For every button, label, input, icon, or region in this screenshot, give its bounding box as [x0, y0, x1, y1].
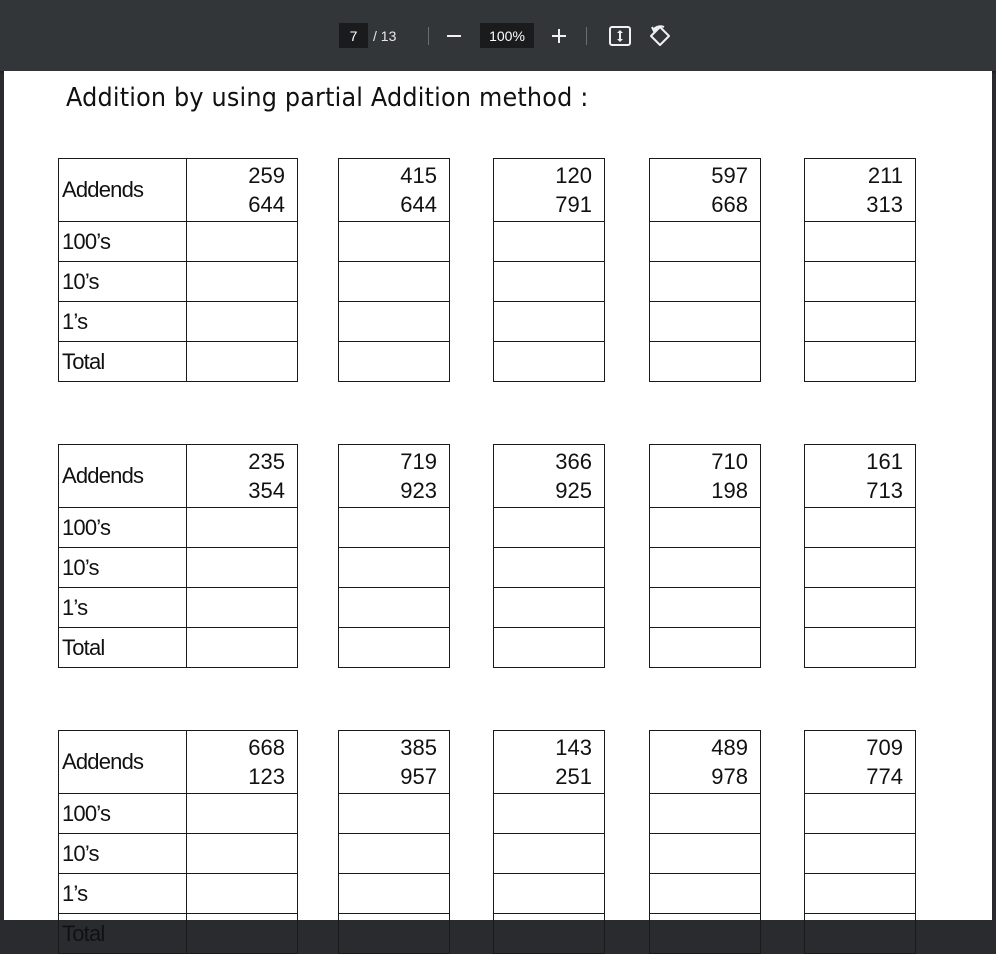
addends-row: [805, 445, 916, 508]
worksheet-title: Addition by using partial Addition method :: [66, 83, 589, 113]
answer-cell: [650, 834, 761, 874]
place-value-row: [339, 588, 450, 628]
answer-cell: [494, 508, 605, 548]
fit-page-button[interactable]: [606, 22, 634, 50]
addends-row: [494, 159, 605, 222]
addend-value: 710: [711, 449, 748, 474]
zoom-out-button[interactable]: [440, 22, 468, 50]
place-value-row: [59, 628, 298, 668]
answer-cell: [650, 222, 761, 262]
addends-row: [339, 731, 450, 794]
place-value-row: [805, 548, 916, 588]
answer-cell: [494, 548, 605, 588]
addends-cell: [494, 445, 605, 508]
answer-cell: [339, 794, 450, 834]
addend-value: 123: [248, 764, 285, 789]
place-value-row: [59, 262, 298, 302]
answer-cell: [805, 508, 916, 548]
place-value-row: [339, 508, 450, 548]
addends-cell: [494, 159, 605, 222]
answer-cell: [339, 588, 450, 628]
toolbar-divider: [586, 27, 587, 45]
addend-value: 354: [248, 478, 285, 503]
place-value-row: [494, 914, 605, 954]
place-value-row: [59, 794, 298, 834]
place-value-row: [59, 834, 298, 874]
answer-cell: [650, 342, 761, 382]
addends-cell: [650, 445, 761, 508]
row-label: 1’s: [59, 588, 187, 628]
answer-cell: [805, 874, 916, 914]
answer-cell: [805, 302, 916, 342]
place-value-row: [650, 628, 761, 668]
answer-cell: [805, 342, 916, 382]
addend-value: 791: [555, 192, 592, 217]
place-value-row: [59, 302, 298, 342]
row-label: 100’s: [59, 794, 187, 834]
answer-cell: [339, 508, 450, 548]
place-value-row: [494, 834, 605, 874]
addends-row: [494, 445, 605, 508]
place-value-row: [650, 342, 761, 382]
row-label: 1’s: [59, 874, 187, 914]
answer-cell: [339, 914, 450, 954]
place-value-row: [650, 874, 761, 914]
addends-row: [339, 159, 450, 222]
answer-cell: [805, 262, 916, 302]
addend-value: 774: [866, 764, 903, 789]
minus-icon: [446, 28, 462, 44]
addition-table: [338, 158, 450, 382]
place-value-row: [805, 302, 916, 342]
page-number-input[interactable]: 7: [339, 23, 368, 48]
addends-cell: [650, 731, 761, 794]
addends-cell: [339, 159, 450, 222]
addends-row: [805, 731, 916, 794]
addends-cell: [805, 445, 916, 508]
row-label: 100’s: [59, 508, 187, 548]
answer-cell: [650, 794, 761, 834]
addends-row: [59, 159, 298, 222]
addend-value: 143: [555, 735, 592, 760]
addition-table: [804, 730, 916, 954]
answer-cell: [650, 302, 761, 342]
addend-value: 597: [711, 163, 748, 188]
addends-row: [650, 731, 761, 794]
row-label: 100’s: [59, 222, 187, 262]
addend-value: 161: [866, 449, 903, 474]
addition-table: [338, 730, 450, 954]
answer-cell: [187, 588, 298, 628]
place-value-row: [494, 222, 605, 262]
addition-table: [338, 444, 450, 668]
page-total: / 13: [373, 28, 397, 44]
addition-table: [58, 444, 298, 668]
row-label: Addends: [59, 731, 187, 794]
addend-value: 668: [711, 192, 748, 217]
answer-cell: [805, 794, 916, 834]
fit-page-icon: [609, 26, 631, 46]
addition-table: [493, 444, 605, 668]
answer-cell: [187, 342, 298, 382]
addend-value: 313: [866, 192, 903, 217]
answer-cell: [187, 914, 298, 954]
place-value-row: [650, 914, 761, 954]
answer-cell: [650, 628, 761, 668]
place-value-row: [805, 874, 916, 914]
answer-cell: [187, 262, 298, 302]
place-value-row: [805, 914, 916, 954]
place-value-row: [805, 222, 916, 262]
answer-cell: [494, 794, 605, 834]
answer-cell: [339, 222, 450, 262]
place-value-row: [805, 508, 916, 548]
place-value-row: [805, 342, 916, 382]
answer-cell: [650, 262, 761, 302]
place-value-row: [339, 794, 450, 834]
place-value-row: [494, 628, 605, 668]
addends-cell: [494, 731, 605, 794]
addend-value: 668: [248, 735, 285, 760]
addends-cell: [187, 445, 298, 508]
pdf-toolbar: [0, 0, 996, 71]
addition-table: [493, 730, 605, 954]
place-value-row: [339, 222, 450, 262]
addend-value: 957: [400, 764, 437, 789]
answer-cell: [187, 628, 298, 668]
answer-cell: [187, 834, 298, 874]
answer-cell: [494, 628, 605, 668]
addend-value: 251: [555, 764, 592, 789]
addends-row: [59, 731, 298, 794]
pdf-page: [4, 71, 992, 946]
addend-value: 385: [400, 735, 437, 760]
row-label: Addends: [59, 159, 187, 222]
addition-table: [58, 730, 298, 954]
place-value-row: [650, 302, 761, 342]
addition-table: [804, 158, 916, 382]
answer-cell: [805, 222, 916, 262]
place-value-row: [650, 834, 761, 874]
answer-cell: [339, 262, 450, 302]
place-value-row: [339, 548, 450, 588]
place-value-row: [650, 262, 761, 302]
row-label: Addends: [59, 445, 187, 508]
rotate-button[interactable]: [646, 22, 674, 50]
addend-value: 366: [555, 449, 592, 474]
addend-value: 925: [555, 478, 592, 503]
answer-cell: [805, 548, 916, 588]
answer-cell: [339, 834, 450, 874]
addends-cell: [805, 731, 916, 794]
addend-value: 198: [711, 478, 748, 503]
addend-value: 709: [866, 735, 903, 760]
answer-cell: [805, 628, 916, 668]
addend-value: 923: [400, 478, 437, 503]
addend-value: 415: [400, 163, 437, 188]
addends-cell: [805, 159, 916, 222]
addend-value: 489: [711, 735, 748, 760]
addend-value: 211: [867, 163, 903, 188]
place-value-row: [494, 342, 605, 382]
addends-row: [494, 731, 605, 794]
answer-cell: [805, 834, 916, 874]
place-value-row: [650, 588, 761, 628]
addend-value: 978: [711, 764, 748, 789]
answer-cell: [187, 302, 298, 342]
place-value-row: [805, 834, 916, 874]
addend-value: 235: [248, 449, 285, 474]
addends-row: [339, 445, 450, 508]
answer-cell: [805, 914, 916, 954]
place-value-row: [494, 588, 605, 628]
answer-cell: [339, 628, 450, 668]
answer-cell: [494, 834, 605, 874]
place-value-row: [339, 628, 450, 668]
answer-cell: [339, 548, 450, 588]
answer-cell: [187, 874, 298, 914]
place-value-row: [494, 794, 605, 834]
answer-cell: [187, 508, 298, 548]
answer-cell: [494, 222, 605, 262]
addition-table: [493, 158, 605, 382]
place-value-row: [339, 262, 450, 302]
answer-cell: [187, 548, 298, 588]
row-label: Total: [59, 914, 187, 954]
place-value-row: [650, 794, 761, 834]
answer-cell: [494, 342, 605, 382]
zoom-level-input[interactable]: 100%: [480, 23, 534, 48]
place-value-row: [339, 302, 450, 342]
answer-cell: [650, 874, 761, 914]
zoom-in-button[interactable]: [545, 22, 573, 50]
answer-cell: [650, 914, 761, 954]
place-value-row: [494, 508, 605, 548]
addend-value: 719: [400, 449, 437, 474]
place-value-row: [59, 508, 298, 548]
answer-cell: [339, 302, 450, 342]
place-value-row: [650, 508, 761, 548]
addend-value: 644: [400, 192, 437, 217]
place-value-row: [494, 874, 605, 914]
addends-cell: [339, 731, 450, 794]
place-value-row: [339, 914, 450, 954]
addition-table: [804, 444, 916, 668]
answer-cell: [187, 222, 298, 262]
place-value-row: [805, 588, 916, 628]
row-label: Total: [59, 342, 187, 382]
place-value-row: [650, 548, 761, 588]
answer-cell: [650, 508, 761, 548]
place-value-row: [494, 262, 605, 302]
addition-table: [649, 444, 761, 668]
place-value-row: [59, 588, 298, 628]
addition-table: [649, 158, 761, 382]
row-label: 10’s: [59, 262, 187, 302]
toolbar-divider: [428, 27, 429, 45]
addends-row: [650, 159, 761, 222]
answer-cell: [187, 794, 298, 834]
rotate-icon: [648, 24, 672, 48]
answer-cell: [494, 874, 605, 914]
place-value-row: [59, 548, 298, 588]
addend-value: 644: [248, 192, 285, 217]
addends-row: [805, 159, 916, 222]
plus-icon: [551, 28, 567, 44]
answer-cell: [494, 914, 605, 954]
place-value-row: [59, 222, 298, 262]
row-label: 1’s: [59, 302, 187, 342]
addends-cell: [187, 731, 298, 794]
addition-table: [58, 158, 298, 382]
place-value-row: [339, 834, 450, 874]
place-value-row: [805, 628, 916, 668]
row-label: 10’s: [59, 548, 187, 588]
place-value-row: [494, 548, 605, 588]
row-label: 10’s: [59, 834, 187, 874]
addends-row: [59, 445, 298, 508]
row-label: Total: [59, 628, 187, 668]
place-value-row: [59, 914, 298, 954]
answer-cell: [494, 302, 605, 342]
place-value-row: [650, 222, 761, 262]
place-value-row: [59, 874, 298, 914]
place-value-row: [59, 342, 298, 382]
addend-value: 120: [555, 163, 592, 188]
place-value-row: [805, 794, 916, 834]
addends-cell: [187, 159, 298, 222]
place-value-row: [805, 262, 916, 302]
answer-cell: [494, 262, 605, 302]
answer-cell: [805, 588, 916, 628]
place-value-row: [339, 342, 450, 382]
addends-row: [650, 445, 761, 508]
addend-value: 259: [248, 163, 285, 188]
answer-cell: [494, 588, 605, 628]
addends-cell: [339, 445, 450, 508]
place-value-row: [339, 874, 450, 914]
addends-cell: [650, 159, 761, 222]
answer-cell: [650, 548, 761, 588]
place-value-row: [494, 302, 605, 342]
addend-value: 713: [866, 478, 903, 503]
addition-table: [649, 730, 761, 954]
answer-cell: [339, 874, 450, 914]
answer-cell: [339, 342, 450, 382]
answer-cell: [650, 588, 761, 628]
